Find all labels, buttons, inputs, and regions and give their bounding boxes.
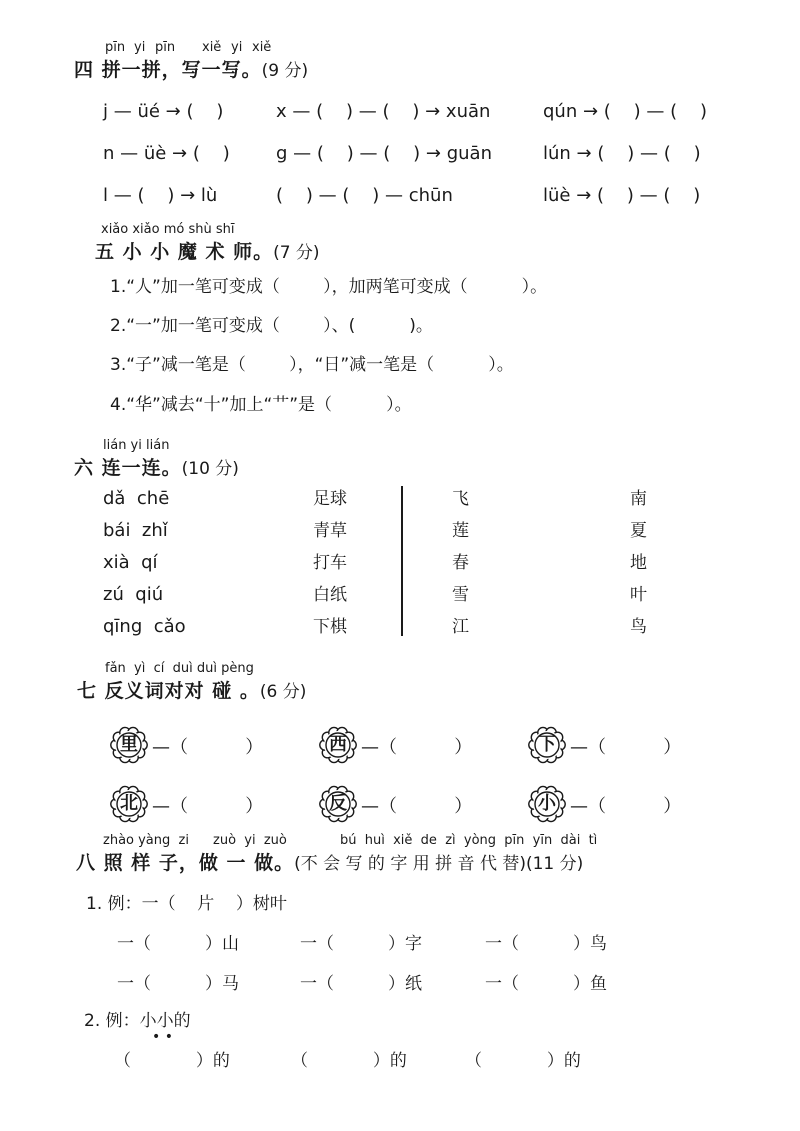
s6-word-1: 足球 [313, 489, 347, 509]
s6-char-right-4: 叶 [630, 585, 647, 605]
s6-char-left-3: 春 [452, 553, 469, 573]
pinyin-note: bú huì xiě de zì yòng pīn yīn dài tì [340, 833, 598, 848]
adjective-blank: （ ）的 [114, 1051, 230, 1071]
s5-item-1: 1.“人”加一笔可变成（ ），加两笔可变成（ ）。 [110, 277, 548, 297]
section-8-note: (不 会 写 的 字 用 拼 音 代 替) [294, 854, 526, 874]
s4-r1-c2: x — ( ) — ( ) → xuān [276, 101, 491, 122]
section-7-title: 七 反义词对对 碰 。(6 分) [77, 680, 307, 702]
pinyin-yi: yi [231, 40, 243, 55]
badge-char: 小 [538, 793, 556, 814]
pinyin-yi: yi [134, 40, 146, 55]
section-5-score: (7 分) [273, 243, 320, 263]
badge-char: 反 [329, 793, 347, 814]
flower-badge [528, 726, 566, 764]
s6-char-left-2: 莲 [452, 521, 469, 541]
s6-pinyin-5: qīng cǎo [103, 616, 186, 637]
antonym-blank: —（ ） [570, 796, 682, 817]
s6-pinyin-4: zú qiú [103, 584, 164, 605]
antonym-blank: —（ ） [570, 737, 682, 758]
antonym-blank: —（ ） [361, 796, 473, 817]
pinyin-xie: xiě [252, 40, 272, 55]
section-6-score: (10 分) [181, 459, 239, 479]
s6-char-left-5: 江 [452, 617, 469, 637]
s6-char-right-2: 夏 [630, 521, 647, 541]
antonym-blank: —（ ） [361, 737, 473, 758]
s6-word-4: 白纸 [313, 585, 347, 605]
measure-word-blank: 一（ ）马 [117, 974, 240, 994]
s8-example-1: 1. 例：一（ 片 ）树叶 [86, 894, 287, 914]
flower-badge [110, 785, 148, 823]
section-6-title: 六 连一连。(10 分) [74, 457, 239, 479]
pinyin-pin: pīn [155, 40, 176, 55]
badge-char: 西 [329, 734, 347, 755]
adjective-blank: （ ）的 [465, 1051, 581, 1071]
badge-char: 下 [538, 734, 556, 755]
s6-word-5: 下棋 [313, 617, 347, 637]
flower-badge [110, 726, 148, 764]
s5-pinyin: xiǎo xiǎo mó shù shī [101, 222, 235, 237]
s5-item-3: 3.“子”减一笔是（ ），“日”减一笔是（ ）。 [110, 355, 514, 375]
s4-r3-c1: l — ( ) → lù [103, 185, 218, 206]
s6-char-left-4: 雪 [452, 585, 469, 605]
s6-word-3: 打车 [313, 553, 347, 573]
section-7-score: (6 分) [259, 682, 307, 702]
s6-char-right-3: 地 [630, 553, 647, 573]
s6-char-left-1: 飞 [452, 489, 469, 509]
s6-word-2: 青草 [313, 521, 347, 541]
s4-r2-c2: g — ( ) — ( ) → guān [276, 143, 492, 164]
section-8-score: (11 分) [525, 854, 584, 874]
s4-r3-c2: ( ) — ( ) — chūn [276, 185, 453, 206]
s6-pinyin-2: bái zhǐ [103, 520, 168, 541]
adjective-blank: （ ）的 [291, 1051, 407, 1071]
s5-item-4: 4.“华”减去“十”加上“艹”是（ ）。 [110, 395, 412, 415]
s4-r1-c3: qún → ( ) — ( ) [543, 101, 708, 122]
measure-word-blank: 一（ ）纸 [300, 974, 423, 994]
measure-word-blank: 一（ ）字 [300, 934, 423, 954]
flower-badge [528, 785, 566, 823]
section-4-title: 四 拼一拼，写一写。(9 分) [74, 59, 309, 81]
flower-badge [319, 726, 357, 764]
pinyin-zuoyizuo: zuò yi zuò [213, 833, 287, 848]
s6-char-right-5: 鸟 [630, 617, 647, 637]
s4-r2-c3: lún → ( ) — ( ) [543, 143, 701, 164]
flower-badge [319, 785, 357, 823]
section-4-score: (9 分) [261, 61, 309, 81]
pinyin-zhaoyangzi: zhào yàng zi [103, 833, 189, 848]
s4-r3-c3: lüè → ( ) — ( ) [543, 185, 701, 206]
s4-r1-c1: j — üé → ( ) [103, 101, 224, 122]
s4-r2-c1: n — üè → ( ) [103, 143, 230, 164]
badge-char: 里 [120, 734, 138, 755]
pinyin-xie: xiě [202, 40, 222, 55]
antonym-blank: —（ ） [152, 737, 264, 758]
pinyin-pin: pīn [105, 40, 126, 55]
s7-pinyin: fǎn yì cí duì duì pèng [105, 661, 254, 676]
antonym-blank: —（ ） [152, 796, 264, 817]
s6-pinyin: lián yi lián [103, 438, 170, 453]
measure-word-blank: 一（ ）鸟 [485, 934, 608, 954]
s5-item-2: 2.“一”加一笔可变成（ ）、( )。 [110, 316, 433, 336]
s8-example-2: 2. 例：小小的 [84, 1011, 191, 1031]
s6-pinyin-3: xià qí [103, 552, 158, 573]
emphasis-dots: • • [152, 1029, 173, 1045]
divider-line [401, 486, 403, 636]
section-8-title: 八 照 样 子，做 一 做。(不 会 写 的 字 用 拼 音 代 替)(11 分) [76, 852, 584, 874]
badge-char: 北 [120, 793, 138, 814]
s6-char-right-1: 南 [630, 489, 647, 509]
measure-word-blank: 一（ ）山 [117, 934, 240, 954]
measure-word-blank: 一（ ）鱼 [485, 974, 608, 994]
s6-pinyin-1: dǎ chē [103, 488, 170, 509]
section-5-title: 五 小 小 魔 术 师。(7 分) [95, 241, 320, 263]
